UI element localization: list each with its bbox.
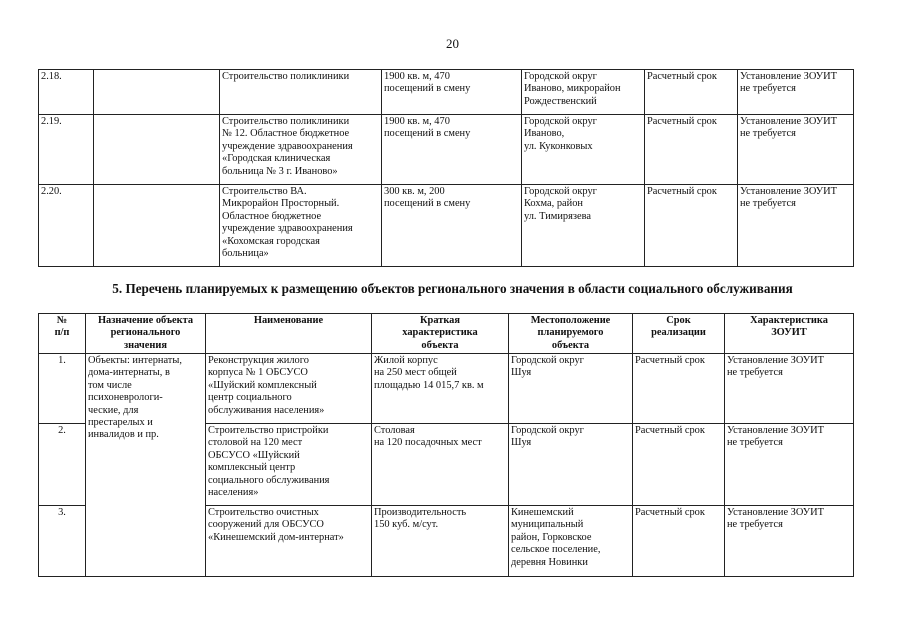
header-brief <box>372 314 509 354</box>
row-zouit <box>725 354 854 424</box>
cell-line: больница № 3 г. Иваново» <box>222 165 338 177</box>
cell-line: Характеристика <box>750 315 828 326</box>
table-row <box>39 115 854 185</box>
row-name <box>206 354 372 424</box>
cell-line: 1900 кв. м, 470 <box>384 71 450 82</box>
cell-line: Установление ЗОУИТ <box>727 425 824 436</box>
cell-line: на 120 посадочных мест <box>374 437 482 449</box>
row-location <box>522 185 645 267</box>
cell-line: посещений в смену <box>384 128 471 140</box>
cell-line: населения» <box>208 487 259 499</box>
cell-line: Городской округ <box>511 425 584 436</box>
cell-line: не требуется <box>727 437 783 449</box>
cell-line: Расчетный срок <box>647 71 717 82</box>
header-purpose <box>86 314 206 354</box>
cell-line: 150 куб. м/сут. <box>374 519 439 531</box>
cell-line: 2.20. <box>41 186 62 197</box>
row-term <box>645 185 738 267</box>
row-brief <box>382 115 522 185</box>
cell-line: не требуется <box>727 519 783 531</box>
cell-line: дома-интернаты, в <box>88 367 170 379</box>
cell-line: на 250 мест общей <box>374 367 457 379</box>
cell-line: Краткая <box>420 315 460 326</box>
cell-line: центр социального <box>208 392 292 404</box>
row-location <box>509 506 633 577</box>
cell-line: Шуя <box>511 437 532 449</box>
header-name <box>206 314 372 354</box>
cell-line: деревня Новинки <box>511 556 588 568</box>
row-name <box>220 70 382 115</box>
cell-line: «Кохомская городская <box>222 235 320 247</box>
cell-line: Назначение объекта <box>97 315 194 326</box>
cell-line: Расчетный срок <box>635 507 705 518</box>
table-header-row <box>39 314 854 354</box>
cell-line: Областное бюджетное <box>222 210 322 222</box>
cell-line: Кохма, район <box>524 198 583 210</box>
cell-line: Установление ЗОУИТ <box>740 116 837 127</box>
row-name <box>220 185 382 267</box>
row-term <box>633 424 725 506</box>
cell-line: Производительность <box>374 507 467 518</box>
table-row <box>39 185 854 267</box>
cell-line: ул. Тимирязева <box>524 210 591 222</box>
row-zouit <box>738 185 854 267</box>
cell-line: Рождественский <box>524 95 597 107</box>
header-location <box>509 314 633 354</box>
cell-line: 3. <box>58 507 66 518</box>
table-row <box>39 70 854 115</box>
cell-line: Строительство ВА. <box>222 186 307 197</box>
cell-line: Наименование <box>253 315 324 326</box>
row-brief <box>382 70 522 115</box>
cell-line: Микрорайон Просторный. <box>222 198 340 210</box>
cell-line: Расчетный срок <box>647 186 717 197</box>
cell-line: район, Горковское <box>511 531 592 543</box>
cell-line: учреждение здравоохранения <box>222 140 353 152</box>
cell-line: «Городская клиническая <box>222 153 331 165</box>
row-zouit <box>725 506 854 577</box>
row-brief <box>372 354 509 424</box>
cell-line: Иваново, <box>524 128 565 140</box>
cell-line: Иваново, микрорайон <box>524 83 621 95</box>
cell-line: сооружений для ОБСУСО <box>208 519 324 531</box>
cell-line: не требуется <box>740 83 796 95</box>
cell-line: ЗОУИТ <box>771 327 807 339</box>
cell-line: Строительство пристройки <box>208 425 329 436</box>
cell-line: № <box>56 315 68 326</box>
cell-line: 2.18. <box>41 71 62 82</box>
cell-line: учреждение здравоохранения <box>222 223 353 235</box>
cell-line: не требуется <box>740 128 796 140</box>
row-purpose <box>94 115 220 185</box>
cell-line: посещений в смену <box>384 83 471 95</box>
row-location <box>509 424 633 506</box>
row-brief <box>372 506 509 577</box>
cell-line: Расчетный срок <box>647 116 717 127</box>
cell-line: сельское поселение, <box>511 544 601 556</box>
cell-line: инвалидов и пр. <box>88 429 159 441</box>
row-name <box>206 424 372 506</box>
row-term <box>645 115 738 185</box>
cell-line: Строительство очистных <box>208 507 319 518</box>
row-purpose <box>86 354 206 577</box>
cell-line: Местоположение <box>530 315 611 326</box>
cell-line: Расчетный срок <box>635 355 705 366</box>
cell-line: Шуя <box>511 367 532 379</box>
cell-line: посещений в смену <box>384 198 471 210</box>
row-brief <box>382 185 522 267</box>
header-term <box>633 314 725 354</box>
top-table <box>38 69 854 267</box>
cell-line: Расчетный срок <box>635 425 705 436</box>
cell-line: Городской округ <box>524 116 597 127</box>
cell-line: 2. <box>58 425 66 436</box>
cell-line: Установление ЗОУИТ <box>727 507 824 518</box>
row-location <box>522 70 645 115</box>
section-heading: 5. Перечень планируемых к размещению объектов регионального значения в области социального обслуживания <box>112 281 793 296</box>
row-term <box>645 70 738 115</box>
cell-line: п/п <box>54 327 70 339</box>
cell-line: ОБСУСО «Шуйский <box>208 449 300 461</box>
cell-line: том числе <box>88 379 132 391</box>
cell-line: Кинешемский <box>511 507 574 518</box>
table-row <box>39 354 854 424</box>
row-number <box>39 354 86 424</box>
cell-line: 1900 кв. м, 470 <box>384 116 450 127</box>
row-zouit <box>725 424 854 506</box>
row-number <box>39 185 94 267</box>
row-number <box>39 70 94 115</box>
cell-line: престарелых и <box>88 417 153 429</box>
cell-line: корпуса № 1 ОБСУСО <box>208 367 308 379</box>
page-number: 20 <box>446 36 459 51</box>
cell-line: муниципальный <box>511 519 584 531</box>
cell-line: обслуживания населения» <box>208 404 325 416</box>
row-name <box>220 115 382 185</box>
cell-line: «Шуйский комплексный <box>208 379 317 391</box>
cell-line: 300 кв. м, 200 <box>384 186 445 197</box>
cell-line: Объекты: интернаты, <box>88 355 182 366</box>
row-number <box>39 115 94 185</box>
cell-line: планируемого <box>537 327 604 339</box>
cell-line: ул. Куконковых <box>524 140 593 152</box>
cell-line: «Кинешемский дом-интернат» <box>208 531 344 543</box>
cell-line: не требуется <box>727 367 783 379</box>
cell-line: Установление ЗОУИТ <box>740 71 837 82</box>
row-number <box>39 506 86 577</box>
cell-line: больница» <box>222 248 269 260</box>
row-location <box>509 354 633 424</box>
cell-line: объекта <box>551 339 590 351</box>
cell-line: Городской округ <box>511 355 584 366</box>
row-zouit <box>738 115 854 185</box>
cell-line: Городской округ <box>524 71 597 82</box>
cell-line: значения <box>123 339 167 351</box>
cell-line: 1. <box>58 355 66 366</box>
cell-line: Жилой корпус <box>374 355 438 366</box>
cell-line: регионального <box>110 327 181 339</box>
cell-line: 2.19. <box>41 116 62 127</box>
cell-line: Строительство поликлиники <box>222 71 350 82</box>
cell-line: столовой на 120 мест <box>208 437 303 449</box>
cell-line: площадью 14 015,7 кв. м <box>374 379 484 391</box>
cell-line: № 12. Областное бюджетное <box>222 128 350 140</box>
cell-line: Столовая <box>374 425 415 436</box>
row-zouit <box>738 70 854 115</box>
cell-line: реализации <box>651 327 706 339</box>
cell-line: характеристика <box>402 327 478 339</box>
cell-line: комплексный центр <box>208 462 296 474</box>
cell-line: Строительство поликлиники <box>222 116 350 127</box>
row-purpose <box>94 70 220 115</box>
row-location <box>522 115 645 185</box>
cell-line: ческие, для <box>88 404 139 416</box>
row-term <box>633 354 725 424</box>
row-brief <box>372 424 509 506</box>
cell-line: объекта <box>421 339 459 351</box>
cell-line: Установление ЗОУИТ <box>740 186 837 197</box>
cell-line: не требуется <box>740 198 796 210</box>
header-num <box>39 314 86 354</box>
row-purpose <box>94 185 220 267</box>
cell-line: Реконструкция жилого <box>208 355 309 366</box>
cell-line: Установление ЗОУИТ <box>727 355 824 366</box>
row-name <box>206 506 372 577</box>
cell-line: психоневрологи- <box>88 392 163 404</box>
bottom-table <box>38 313 854 577</box>
cell-line: Срок <box>666 315 691 326</box>
header-zouit <box>725 314 854 354</box>
row-number <box>39 424 86 506</box>
cell-line: социального обслуживания <box>208 474 330 486</box>
row-term <box>633 506 725 577</box>
cell-line: Городской округ <box>524 186 597 197</box>
